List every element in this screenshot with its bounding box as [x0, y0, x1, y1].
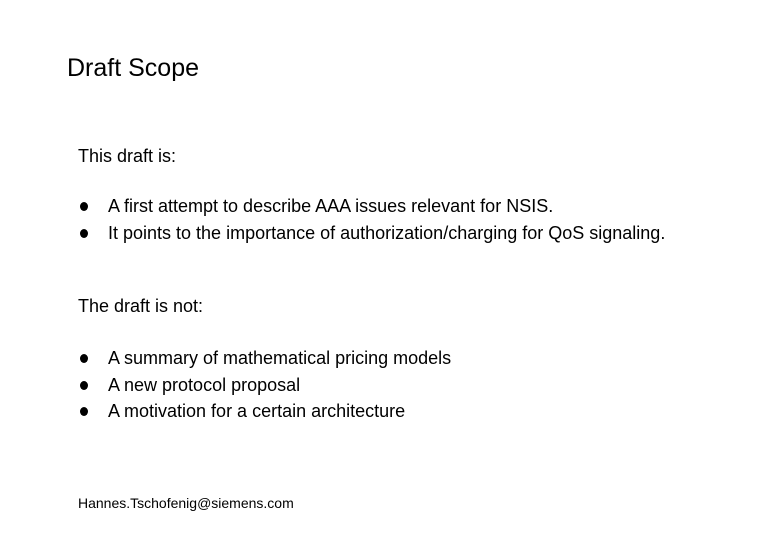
list-item — [78, 345, 668, 372]
list-item — [78, 372, 668, 399]
list-item — [78, 193, 668, 220]
bullet-icon — [80, 354, 88, 363]
list-item — [78, 398, 668, 425]
bullet-icon — [80, 381, 88, 390]
list-item-text: A first attempt to describe AAA issues relevant for NSIS. — [108, 196, 554, 216]
bullet-icon — [80, 202, 88, 211]
list-item — [78, 220, 668, 243]
is-heading: This draft is: — [78, 146, 177, 166]
not-heading: The draft is not: — [78, 296, 204, 316]
not-list — [78, 345, 668, 425]
list-item-text: It points to the importance of authorization/charging for QoS signaling. — [108, 222, 666, 243]
bullet-icon — [80, 407, 88, 416]
bullet-icon — [80, 229, 88, 238]
slide-title: Draft Scope — [67, 54, 200, 82]
list-item-text: A new protocol proposal — [108, 374, 301, 395]
list-item-text: A motivation for a certain architecture — [108, 401, 406, 421]
is-list — [78, 193, 668, 243]
list-item-text: A summary of mathematical pricing models — [108, 348, 452, 368]
footer-email: Hannes.Tschofenig@siemens.com — [78, 495, 294, 511]
